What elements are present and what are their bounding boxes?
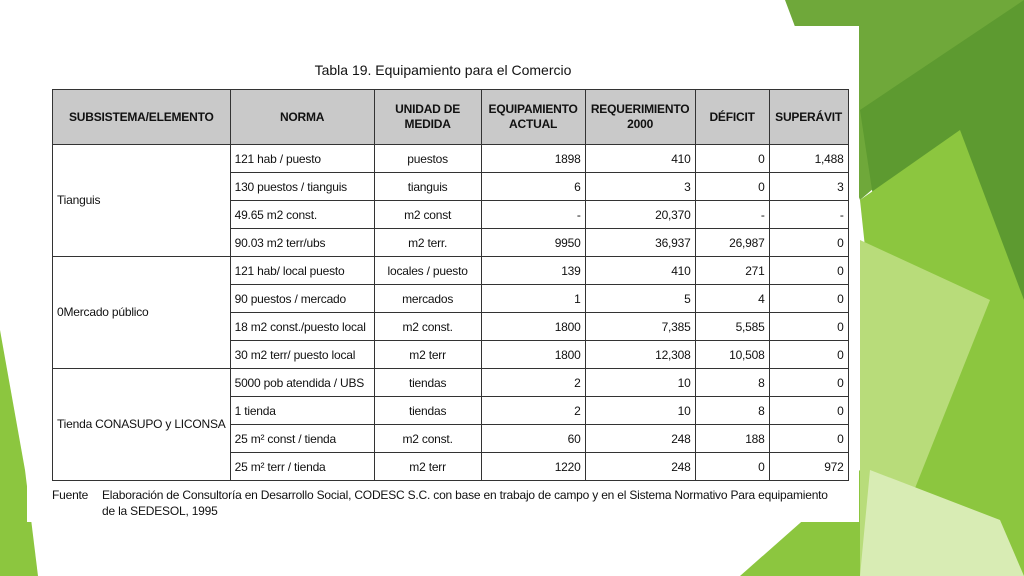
cell-unidad: m2 const. — [374, 425, 481, 453]
cell-superavit: 0 — [769, 313, 848, 341]
cell-norma: 121 hab / puesto — [230, 145, 374, 173]
cell-deficit: 0 — [695, 145, 769, 173]
header-superavit: SUPERÁVIT — [769, 90, 848, 145]
group-name: 0Mercado público — [53, 257, 231, 369]
cell-requerimiento: 5 — [585, 285, 695, 313]
cell-deficit: 26,987 — [695, 229, 769, 257]
header-subsistema: SUBSISTEMA/ELEMENTO — [53, 90, 231, 145]
cell-requerimiento: 7,385 — [585, 313, 695, 341]
group-name: Tianguis — [53, 145, 231, 257]
cell-norma: 90 puestos / mercado — [230, 285, 374, 313]
cell-actual: 1 — [481, 285, 585, 313]
cell-norma: 90.03 m2 terr/ubs — [230, 229, 374, 257]
cell-unidad: puestos — [374, 145, 481, 173]
table-title: Tabla 19. Equipamiento para el Comercio — [314, 62, 572, 78]
cell-actual: - — [481, 201, 585, 229]
cell-superavit: 0 — [769, 285, 848, 313]
cell-requerimiento: 10 — [585, 397, 695, 425]
cell-norma: 30 m2 terr/ puesto local — [230, 341, 374, 369]
cell-requerimiento: 10 — [585, 369, 695, 397]
cell-superavit: 0 — [769, 341, 848, 369]
cell-actual: 2 — [481, 397, 585, 425]
cell-actual: 2 — [481, 369, 585, 397]
header-unidad: UNIDAD DE MEDIDA — [374, 90, 481, 145]
header-norma: NORMA — [230, 90, 374, 145]
cell-actual: 60 — [481, 425, 585, 453]
cell-unidad: m2 const — [374, 201, 481, 229]
cell-actual: 1800 — [481, 341, 585, 369]
cell-superavit: 0 — [769, 425, 848, 453]
cell-deficit: 271 — [695, 257, 769, 285]
cell-unidad: m2 terr. — [374, 229, 481, 257]
equipment-table — [52, 89, 849, 481]
cell-superavit: 972 — [769, 453, 848, 481]
cell-actual: 1800 — [481, 313, 585, 341]
cell-unidad: tiendas — [374, 369, 481, 397]
cell-norma: 18 m2 const./puesto local — [230, 313, 374, 341]
cell-unidad: m2 terr — [374, 341, 481, 369]
cell-unidad: m2 const. — [374, 313, 481, 341]
header-equipamiento: EQUIPAMIENTO ACTUAL — [481, 90, 585, 145]
cell-actual: 1220 — [481, 453, 585, 481]
cell-actual: 1898 — [481, 145, 585, 173]
cell-superavit: 0 — [769, 397, 848, 425]
source-label: Fuente — [52, 488, 89, 502]
cell-requerimiento: 12,308 — [585, 341, 695, 369]
cell-norma: 25 m² const / tienda — [230, 425, 374, 453]
slide-content — [27, 26, 859, 522]
cell-unidad: locales / puesto — [374, 257, 481, 285]
cell-actual: 6 — [481, 173, 585, 201]
cell-norma: 49.65 m2 const. — [230, 201, 374, 229]
cell-requerimiento: 410 — [585, 145, 695, 173]
cell-superavit: 1,488 — [769, 145, 848, 173]
table-row — [53, 145, 849, 173]
cell-requerimiento: 410 — [585, 257, 695, 285]
cell-requerimiento: 248 — [585, 453, 695, 481]
cell-superavit: 3 — [769, 173, 848, 201]
cell-requerimiento: 3 — [585, 173, 695, 201]
cell-unidad: tianguis — [374, 173, 481, 201]
cell-deficit: 5,585 — [695, 313, 769, 341]
group-name: Tienda CONASUPO y LICONSA — [53, 369, 231, 481]
cell-unidad: tiendas — [374, 397, 481, 425]
header-deficit: DÉFICIT — [695, 90, 769, 145]
cell-deficit: 8 — [695, 369, 769, 397]
cell-norma: 5000 pob atendida / UBS — [230, 369, 374, 397]
table-header-row — [53, 90, 849, 145]
cell-norma: 130 puestos / tianguis — [230, 173, 374, 201]
cell-superavit: - — [769, 201, 848, 229]
cell-superavit: 0 — [769, 229, 848, 257]
table-row — [53, 369, 849, 397]
cell-deficit: 10,508 — [695, 341, 769, 369]
cell-deficit: 4 — [695, 285, 769, 313]
cell-norma: 1 tienda — [230, 397, 374, 425]
cell-requerimiento: 36,937 — [585, 229, 695, 257]
cell-actual: 139 — [481, 257, 585, 285]
cell-deficit: 8 — [695, 397, 769, 425]
cell-actual: 9950 — [481, 229, 585, 257]
cell-norma: 25 m² terr / tienda — [230, 453, 374, 481]
cell-superavit: 0 — [769, 257, 848, 285]
cell-requerimiento: 20,370 — [585, 201, 695, 229]
cell-deficit: - — [695, 201, 769, 229]
cell-superavit: 0 — [769, 369, 848, 397]
table-row — [53, 257, 849, 285]
cell-unidad: m2 terr — [374, 453, 481, 481]
cell-deficit: 0 — [695, 173, 769, 201]
cell-deficit: 0 — [695, 453, 769, 481]
cell-norma: 121 hab/ local puesto — [230, 257, 374, 285]
source-text: Elaboración de Consultoría en Desarrollo Social, CODESC S.C. con base en trabajo de campo y en el Sistema Normativo Para equipamiento de la SEDESOL, 1995 — [102, 488, 828, 518]
cell-unidad: mercados — [374, 285, 481, 313]
cell-requerimiento: 248 — [585, 425, 695, 453]
cell-deficit: 188 — [695, 425, 769, 453]
header-requerimiento: REQUERIMIENTO 2000 — [585, 90, 695, 145]
